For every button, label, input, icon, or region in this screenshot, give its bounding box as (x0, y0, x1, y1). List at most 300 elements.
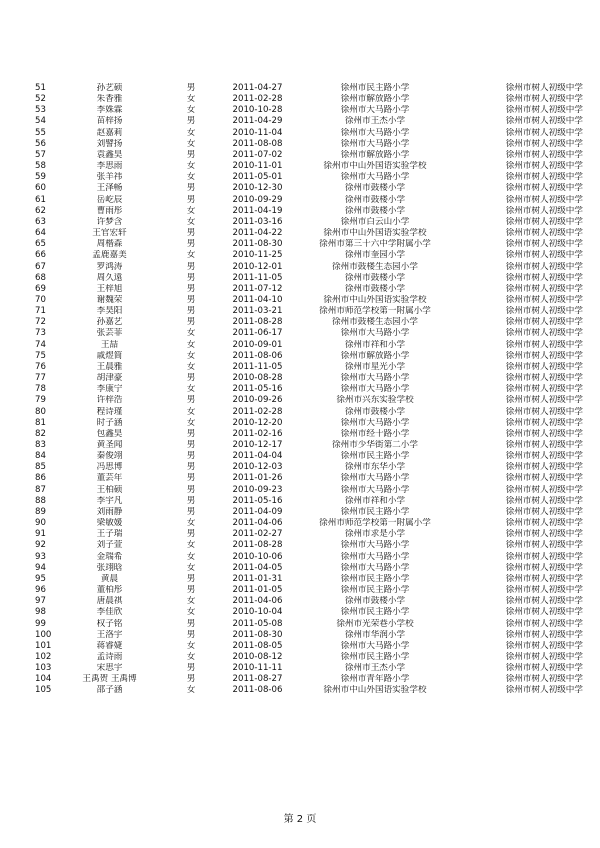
table-row (34, 529, 583, 540)
student-name-cell: 王喆 (100, 339, 119, 350)
birth-date-cell: 2011-08-06 (232, 685, 283, 696)
primary-school-cell: 徐州市中山外国语实验学校 (323, 294, 427, 305)
student-name-cell: 宋思宇 (96, 663, 123, 674)
student-name-cell: 戚煜简 (96, 350, 123, 361)
gender-cell: 男 (186, 573, 196, 584)
primary-school-cell: 徐州市中山外国语实验学校 (323, 161, 427, 172)
gender-cell: 女 (186, 685, 196, 696)
primary-school-cell: 徐州市民主路小学 (340, 506, 410, 517)
row-number-cell: 93 (35, 551, 46, 562)
student-name-cell: 王泽畅 (96, 183, 123, 194)
gender-cell: 男 (186, 529, 196, 540)
birth-date-cell: 2010-12-17 (232, 440, 283, 450)
birth-date-cell: 2011-02-16 (232, 428, 283, 439)
gender-cell: 女 (186, 540, 196, 551)
gender-cell: 男 (186, 228, 196, 239)
birth-date-cell: 2010-11-01 (232, 161, 283, 172)
birth-date-cell: 2010-12-01 (232, 261, 283, 272)
student-name-cell: 权子铭 (96, 618, 123, 629)
student-name-cell: 梁敏媛 (96, 518, 123, 529)
gender-cell: 女 (186, 328, 196, 339)
row-number-cell: 59 (35, 172, 46, 183)
birth-date-cell: 2010-10-06 (232, 551, 283, 562)
row-number-cell: 85 (35, 462, 46, 473)
target-school-cell: 徐州市树人初级中学 (505, 361, 583, 372)
row-number-cell: 63 (35, 216, 46, 227)
primary-school-cell: 徐州市大马路小学 (340, 384, 410, 395)
birth-date-cell: 2011-05-16 (232, 384, 283, 395)
table-row (34, 407, 583, 418)
row-number-cell: 103 (35, 663, 52, 674)
row-number-cell: 73 (35, 328, 46, 339)
table-row (34, 340, 583, 351)
birth-date-cell: 2011-08-05 (232, 640, 283, 651)
row-number-cell: 74 (35, 339, 46, 350)
student-name-cell: 李宇凡 (96, 495, 123, 506)
primary-school-cell: 徐州市大马路小学 (340, 105, 410, 116)
target-school-cell: 徐州市树人初级中学 (505, 562, 583, 573)
row-number-cell: 51 (35, 83, 46, 93)
primary-school-cell: 徐州市大马路小学 (340, 417, 410, 428)
student-name-cell: 邵子涵 (96, 685, 123, 696)
gender-cell: 女 (186, 607, 196, 618)
gender-cell: 男 (186, 116, 196, 127)
student-name-cell: 孙艺硕 (96, 83, 123, 93)
target-school-cell: 徐州市树人初级中学 (505, 384, 583, 395)
table-row (34, 652, 583, 663)
student-name-cell: 王禹贺 王禹博 (82, 674, 137, 685)
student-name-cell: 赵嘉莉 (96, 127, 123, 138)
birth-date-cell: 2011-02-28 (232, 94, 283, 105)
row-number-cell: 61 (35, 194, 46, 205)
birth-date-cell: 2011-08-27 (232, 674, 283, 685)
row-number-cell: 52 (35, 94, 46, 105)
birth-date-cell: 2010-09-26 (232, 395, 283, 406)
row-number-cell: 76 (35, 361, 46, 372)
primary-school-cell: 徐州市奎园小学 (344, 250, 406, 261)
table-row (34, 596, 583, 607)
table-row (34, 351, 583, 362)
table-row (34, 94, 583, 105)
target-school-cell: 徐州市树人初级中学 (505, 573, 583, 584)
birth-date-cell: 2010-08-28 (232, 373, 283, 384)
gender-cell: 男 (186, 428, 196, 439)
birth-date-cell: 2011-08-28 (232, 540, 283, 551)
primary-school-cell: 徐州市民主路小学 (340, 451, 410, 462)
birth-date-cell: 2010-10-28 (232, 105, 283, 116)
primary-school-cell: 徐州市民主路小学 (340, 83, 410, 93)
primary-school-cell: 徐州市民主路小学 (340, 585, 410, 596)
gender-cell: 男 (186, 395, 196, 406)
table-row (34, 619, 583, 630)
birth-date-cell: 2011-07-02 (232, 149, 283, 160)
gender-cell: 女 (186, 172, 196, 183)
row-number-cell: 78 (35, 384, 46, 395)
row-number-cell: 77 (35, 373, 46, 384)
primary-school-cell: 徐州市民主路小学 (340, 651, 410, 662)
birth-date-cell: 2011-03-16 (232, 216, 283, 227)
table-row (34, 473, 583, 484)
student-name-cell: 苗梓扬 (96, 116, 123, 127)
birth-date-cell: 2010-12-03 (232, 462, 283, 473)
target-school-cell: 徐州市树人初级中学 (505, 685, 583, 696)
target-school-cell: 徐州市树人初级中学 (505, 440, 583, 450)
student-name-cell: 金瑞希 (96, 551, 123, 562)
row-number-cell: 79 (35, 395, 46, 406)
student-name-cell: 王官宏轩 (92, 228, 127, 239)
target-school-cell: 徐州市树人初级中学 (505, 596, 583, 607)
table-row (34, 552, 583, 563)
gender-cell: 女 (186, 161, 196, 172)
primary-school-cell: 徐州市兴东实验学校 (336, 395, 414, 406)
gender-cell: 男 (186, 373, 196, 384)
table-row (34, 105, 583, 116)
gender-cell: 男 (186, 183, 196, 194)
primary-school-cell: 徐州市大马路小学 (340, 172, 410, 183)
birth-date-cell: 2011-04-10 (232, 294, 283, 305)
row-number-cell: 62 (35, 205, 46, 216)
gender-cell: 男 (186, 674, 196, 685)
page-number: 第 2 页 (283, 814, 317, 825)
student-name-cell: 李姝霖 (96, 105, 123, 116)
gender-cell: 男 (186, 306, 196, 317)
primary-school-cell: 徐州市大马路小学 (340, 328, 410, 339)
birth-date-cell: 2010-12-20 (232, 417, 283, 428)
gender-cell: 男 (186, 194, 196, 205)
row-number-cell: 54 (35, 116, 46, 127)
target-school-cell: 徐州市树人初级中学 (505, 518, 583, 529)
student-name-cell: 李佳欣 (96, 607, 123, 618)
birth-date-cell: 2011-06-17 (232, 328, 283, 339)
row-number-cell: 102 (35, 651, 52, 662)
student-name-cell: 董柏彤 (96, 585, 123, 596)
target-school-cell: 徐州市树人初级中学 (505, 205, 583, 216)
target-school-cell: 徐州市树人初级中学 (505, 105, 583, 116)
student-name-cell: 李思雨 (96, 161, 123, 172)
primary-school-cell: 徐州市大马路小学 (340, 484, 410, 495)
student-name-cell: 唐晨祺 (96, 596, 123, 607)
row-number-cell: 68 (35, 272, 46, 283)
student-name-cell: 刘譬扬 (96, 138, 123, 149)
student-name-cell: 王子瑞 (96, 529, 123, 540)
primary-school-cell: 徐州市鼓楼小学 (344, 283, 406, 294)
student-name-cell: 王梓旭 (96, 283, 123, 294)
birth-date-cell: 2011-07-12 (232, 283, 283, 294)
birth-date-cell: 2011-08-30 (232, 239, 283, 250)
gender-cell: 女 (186, 406, 196, 417)
student-name-cell: 李昊阳 (96, 306, 123, 317)
row-number-cell: 65 (35, 239, 46, 250)
primary-school-cell: 徐州市解放路小学 (340, 94, 410, 105)
primary-school-cell: 徐州市青年路小学 (340, 674, 410, 685)
student-table-body (34, 83, 583, 697)
birth-date-cell: 2011-04-05 (232, 562, 283, 573)
birth-date-cell: 2011-04-04 (232, 451, 283, 462)
table-row (34, 116, 583, 127)
gender-cell: 男 (186, 585, 196, 596)
primary-school-cell: 徐州市东华小学 (344, 462, 406, 473)
birth-date-cell: 2011-04-27 (232, 83, 283, 93)
table-row (34, 306, 583, 317)
primary-school-cell: 徐州市第三十六中学附属小学 (319, 239, 431, 250)
gender-cell: 男 (186, 283, 196, 294)
table-row (34, 373, 583, 384)
target-school-cell: 徐州市树人初级中学 (505, 540, 583, 551)
gender-cell: 女 (186, 250, 196, 261)
primary-school-cell: 徐州市祥和小学 (344, 339, 406, 350)
row-number-cell: 104 (35, 674, 52, 685)
row-number-cell: 64 (35, 228, 46, 239)
row-number-cell: 86 (35, 473, 46, 484)
gender-cell: 男 (186, 294, 196, 305)
gender-cell: 女 (186, 417, 196, 428)
primary-school-cell: 徐州市星光小学 (344, 361, 406, 372)
target-school-cell: 徐州市树人初级中学 (505, 406, 583, 417)
student-name-cell: 秦俊翊 (96, 451, 123, 462)
row-number-cell: 57 (35, 149, 46, 160)
birth-date-cell: 2010-11-04 (232, 127, 283, 138)
table-row (34, 563, 583, 574)
target-school-cell: 徐州市树人初级中学 (505, 506, 583, 517)
target-school-cell: 徐州市树人初级中学 (505, 462, 583, 473)
row-number-cell: 98 (35, 607, 46, 618)
birth-date-cell: 2011-04-19 (232, 205, 283, 216)
table-row (34, 496, 583, 507)
primary-school-cell: 徐州市经十路小学 (340, 428, 410, 439)
row-number-cell: 101 (35, 640, 52, 651)
row-number-cell: 100 (35, 629, 52, 640)
target-school-cell: 徐州市树人初级中学 (505, 116, 583, 127)
row-number-cell: 81 (35, 417, 46, 428)
table-row (34, 362, 583, 373)
gender-cell: 女 (186, 384, 196, 395)
target-school-cell: 徐州市树人初级中学 (505, 83, 583, 93)
target-school-cell: 徐州市树人初级中学 (505, 250, 583, 261)
student-name-cell: 董芸年 (96, 473, 123, 484)
student-name-cell: 刘雨静 (96, 506, 123, 517)
table-row (34, 607, 583, 618)
table-row (34, 284, 583, 295)
birth-date-cell: 2011-04-06 (232, 518, 283, 529)
gender-cell: 男 (186, 317, 196, 328)
target-school-cell: 徐州市树人初级中学 (505, 484, 583, 495)
primary-school-cell: 徐州市中山外国语实验学校 (323, 685, 427, 696)
target-school-cell: 徐州市树人初级中学 (505, 228, 583, 239)
primary-school-cell: 徐州市少华街第二小学 (332, 440, 418, 450)
row-number-cell: 71 (35, 306, 46, 317)
primary-school-cell: 徐州市鼓楼小学 (344, 194, 406, 205)
birth-date-cell: 2010-10-04 (232, 607, 283, 618)
gender-cell: 男 (186, 451, 196, 462)
primary-school-cell: 徐州市师范学校第一附属小学 (319, 306, 431, 317)
student-name-cell: 王洛宇 (96, 629, 123, 640)
table-row (34, 440, 583, 451)
student-name-cell: 周楷森 (96, 239, 123, 250)
table-row (34, 674, 583, 685)
table-row (34, 574, 583, 585)
table-row (34, 128, 583, 139)
target-school-cell: 徐州市树人初级中学 (505, 294, 583, 305)
primary-school-cell: 徐州市白云山小学 (340, 216, 410, 227)
table-row (34, 518, 583, 529)
table-row (34, 150, 583, 161)
primary-school-cell: 徐州市大马路小学 (340, 373, 410, 384)
primary-school-cell: 徐州市王杰小学 (344, 116, 406, 127)
primary-school-cell: 徐州市鼓楼小学 (344, 406, 406, 417)
target-school-cell: 徐州市树人初级中学 (505, 629, 583, 640)
table-row (34, 328, 583, 339)
gender-cell: 男 (186, 484, 196, 495)
birth-date-cell: 2011-02-27 (232, 529, 283, 540)
table-row (34, 462, 583, 473)
primary-school-cell: 徐州市大马路小学 (340, 551, 410, 562)
table-row (34, 262, 583, 273)
primary-school-cell: 徐州市光荣巷小学校 (336, 618, 414, 629)
student-name-cell: 张翊晗 (96, 562, 123, 573)
student-name-cell: 许梓浩 (96, 395, 123, 406)
table-row (34, 451, 583, 462)
table-row (34, 585, 583, 596)
target-school-cell: 徐州市树人初级中学 (505, 194, 583, 205)
student-name-cell: 时子涵 (96, 417, 123, 428)
gender-cell: 女 (186, 361, 196, 372)
target-school-cell: 徐州市树人初级中学 (505, 317, 583, 328)
gender-cell: 男 (186, 462, 196, 473)
primary-school-cell: 徐州市民主路小学 (340, 607, 410, 618)
row-number-cell: 75 (35, 350, 46, 361)
row-number-cell: 69 (35, 283, 46, 294)
row-number-cell: 70 (35, 294, 46, 305)
target-school-cell: 徐州市树人初级中学 (505, 373, 583, 384)
gender-cell: 女 (186, 562, 196, 573)
target-school-cell: 徐州市树人初级中学 (505, 473, 583, 484)
student-name-cell: 袁鑫昊 (96, 149, 123, 160)
target-school-cell: 徐州市树人初级中学 (505, 161, 583, 172)
student-name-cell: 许梦含 (96, 216, 123, 227)
table-row (34, 429, 583, 440)
target-school-cell: 徐州市树人初级中学 (505, 350, 583, 361)
target-school-cell: 徐州市树人初级中学 (505, 417, 583, 428)
table-row (34, 217, 583, 228)
table-row (34, 228, 583, 239)
primary-school-cell: 徐州市中山外国语实验学校 (323, 228, 427, 239)
birth-date-cell: 2011-05-01 (232, 172, 283, 183)
gender-cell: 女 (186, 518, 196, 529)
primary-school-cell: 徐州市解放路小学 (340, 149, 410, 160)
table-row (34, 250, 583, 261)
target-school-cell: 徐州市树人初级中学 (505, 663, 583, 674)
row-number-cell: 67 (35, 261, 46, 272)
table-row (34, 195, 583, 206)
row-number-cell: 97 (35, 596, 46, 607)
birth-date-cell: 2011-11-05 (232, 361, 283, 372)
target-school-cell: 徐州市树人初级中学 (505, 618, 583, 629)
student-name-cell: 程诗瑾 (96, 406, 123, 417)
student-name-cell: 孙嘉艺 (96, 317, 123, 328)
birth-date-cell: 2010-12-30 (232, 183, 283, 194)
birth-date-cell: 2011-01-26 (232, 473, 283, 484)
table-row (34, 161, 583, 172)
row-number-cell: 66 (35, 250, 46, 261)
student-name-cell: 包鑫昊 (96, 428, 123, 439)
target-school-cell: 徐州市树人初级中学 (505, 149, 583, 160)
primary-school-cell: 徐州市鼓楼小学 (344, 272, 406, 283)
target-school-cell: 徐州市树人初级中学 (505, 94, 583, 105)
gender-cell: 男 (186, 440, 196, 450)
target-school-cell: 徐州市树人初级中学 (505, 172, 583, 183)
gender-cell: 男 (186, 261, 196, 272)
student-name-cell: 胡津豪 (96, 373, 123, 384)
row-number-cell: 53 (35, 105, 46, 116)
birth-date-cell: 2011-08-08 (232, 138, 283, 149)
row-number-cell: 60 (35, 183, 46, 194)
gender-cell: 女 (186, 138, 196, 149)
primary-school-cell: 徐州市大马路小学 (340, 562, 410, 573)
row-number-cell: 95 (35, 573, 46, 584)
row-number-cell: 72 (35, 317, 46, 328)
table-row (34, 507, 583, 518)
birth-date-cell: 2011-01-31 (232, 573, 283, 584)
target-school-cell: 徐州市树人初级中学 (505, 339, 583, 350)
target-school-cell: 徐州市树人初级中学 (505, 306, 583, 317)
row-number-cell: 90 (35, 518, 46, 529)
table-row (34, 384, 583, 395)
row-number-cell: 94 (35, 562, 46, 573)
row-number-cell: 80 (35, 406, 46, 417)
table-row (34, 295, 583, 306)
target-school-cell: 徐州市树人初级中学 (505, 451, 583, 462)
birth-date-cell: 2011-04-06 (232, 596, 283, 607)
gender-cell: 男 (186, 663, 196, 674)
table-row (34, 317, 583, 328)
gender-cell: 女 (186, 94, 196, 105)
gender-cell: 男 (186, 239, 196, 250)
target-school-cell: 徐州市树人初级中学 (505, 395, 583, 406)
target-school-cell: 徐州市树人初级中学 (505, 495, 583, 506)
target-school-cell: 徐州市树人初级中学 (505, 674, 583, 685)
gender-cell: 女 (186, 651, 196, 662)
primary-school-cell: 徐州市大马路小学 (340, 473, 410, 484)
table-row (34, 239, 583, 250)
target-school-cell: 徐州市树人初级中学 (505, 328, 583, 339)
birth-date-cell: 2011-08-06 (232, 350, 283, 361)
birth-date-cell: 2011-04-09 (232, 506, 283, 517)
gender-cell: 女 (186, 596, 196, 607)
row-number-cell: 58 (35, 161, 46, 172)
student-name-cell: 王晨雅 (96, 361, 123, 372)
birth-date-cell: 2011-04-29 (232, 116, 283, 127)
birth-date-cell: 2011-08-28 (232, 317, 283, 328)
gender-cell: 女 (186, 339, 196, 350)
target-school-cell: 徐州市树人初级中学 (505, 272, 583, 283)
primary-school-cell: 徐州市大马路小学 (340, 640, 410, 651)
primary-school-cell: 徐州市大马路小学 (340, 540, 410, 551)
primary-school-cell: 徐州市鼓楼生态园小学 (332, 261, 418, 272)
row-number-cell: 88 (35, 495, 46, 506)
primary-school-cell: 徐州市大马路小学 (340, 138, 410, 149)
student-name-cell: 朱香雅 (96, 94, 123, 105)
target-school-cell: 徐州市树人初级中学 (505, 640, 583, 651)
student-name-cell: 岳屹辰 (96, 194, 123, 205)
gender-cell: 女 (186, 127, 196, 138)
student-name-cell: 曹雨彤 (96, 205, 123, 216)
gender-cell: 男 (186, 272, 196, 283)
student-name-cell: 冯思博 (96, 462, 123, 473)
primary-school-cell: 徐州市民主路小学 (340, 573, 410, 584)
birth-date-cell: 2010-11-25 (232, 250, 283, 261)
student-name-cell: 周久遠 (96, 272, 123, 283)
student-name-cell: 张芸菲 (96, 328, 123, 339)
